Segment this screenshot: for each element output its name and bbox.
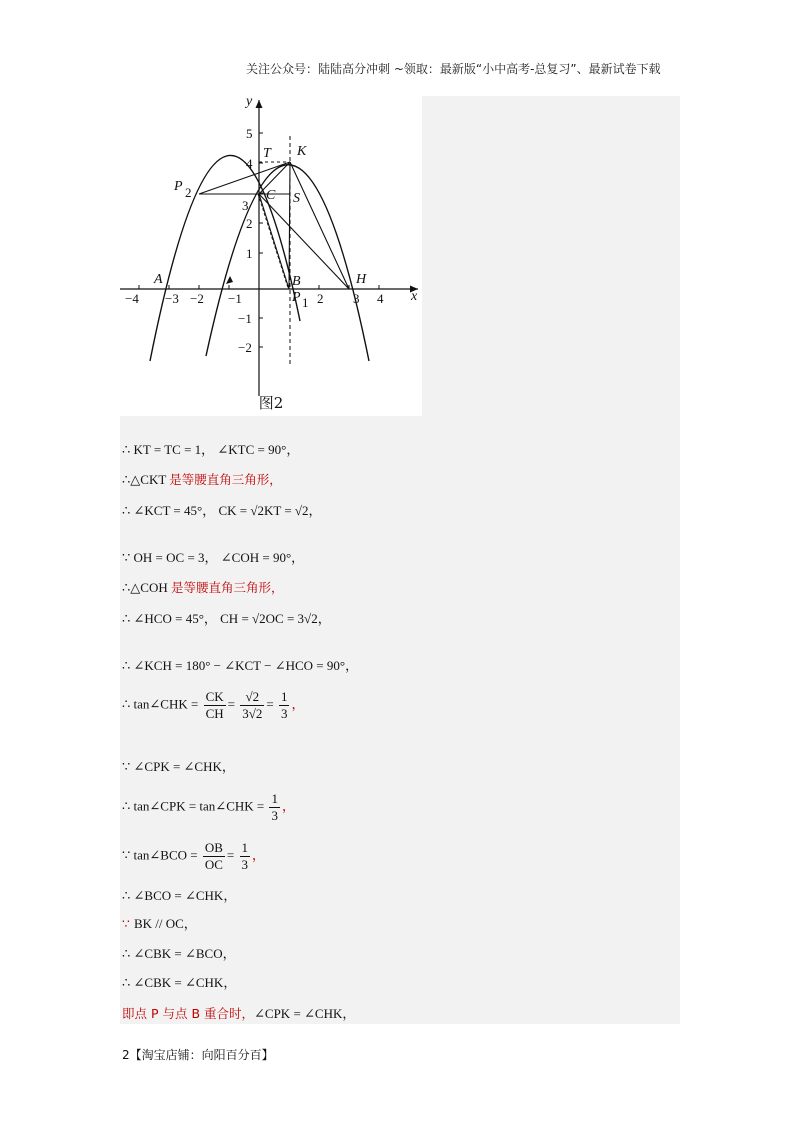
figure-2 bbox=[120, 96, 422, 416]
tick-x-neg3: −3 bbox=[165, 291, 179, 306]
solution-line-15: ∴ ∠CBK = ∠CHK， bbox=[122, 975, 237, 990]
point-b: B bbox=[292, 274, 301, 289]
line-2-text: 是等腰直角三角形， bbox=[169, 472, 282, 487]
point-p1: P bbox=[292, 290, 301, 305]
tick-y-1: 1 bbox=[246, 246, 253, 261]
page-footer: 2【淘宝店铺：向阳百分百】 bbox=[122, 1048, 274, 1062]
y-axis-arrow bbox=[256, 100, 263, 108]
fraction-ck-ch bbox=[204, 689, 226, 722]
label-x: x bbox=[411, 289, 418, 304]
parabola-left bbox=[150, 155, 300, 361]
point-t: T bbox=[263, 146, 271, 161]
parabola-diagram bbox=[120, 96, 422, 396]
point-h: H bbox=[356, 272, 367, 287]
frac-den: 3 bbox=[280, 706, 288, 721]
fraction-ob-oc bbox=[203, 840, 225, 873]
point-s: S bbox=[293, 191, 300, 206]
solution-line-14: ∴ ∠CBK = ∠BCO， bbox=[122, 946, 236, 961]
tick-y-3: 3 bbox=[242, 198, 249, 213]
label-y: y bbox=[246, 96, 253, 109]
tick-y-neg1: −1 bbox=[238, 311, 252, 326]
frac-num: CK bbox=[205, 689, 224, 704]
frac-den: 3 bbox=[271, 808, 278, 823]
line-13-because: ∵ bbox=[122, 916, 134, 931]
solution-line-13 bbox=[122, 915, 197, 933]
solution-line-4: ∵ OH = OC = 3， ∠COH = 90°， bbox=[122, 550, 305, 565]
solution-line-16 bbox=[122, 1005, 355, 1023]
page-header: 关注公众号：陆陆高分冲刺 ~领取：最新版“小中高考-总复习”、最新试卷下载 bbox=[246, 62, 661, 76]
tick-y-2: 2 bbox=[246, 216, 253, 231]
line-11-prefix: ∵ tan∠BCO = bbox=[122, 847, 198, 863]
point-p1-subscript: 1 bbox=[302, 295, 309, 310]
tick-y-4: 4 bbox=[246, 156, 253, 171]
curve-arrow bbox=[226, 276, 233, 284]
solution-line-12: ∴ ∠BCO = ∠CHK， bbox=[122, 888, 237, 903]
point-k: K bbox=[297, 144, 307, 159]
line-2-math: ∴△CKT bbox=[122, 472, 170, 487]
frac-num: OB bbox=[204, 840, 223, 855]
tick-x-4: 4 bbox=[377, 291, 384, 306]
line-8-prefix: ∴ tan∠CHK = bbox=[122, 696, 199, 712]
fraction-one-third bbox=[279, 689, 290, 722]
solution-line-6: ∴ ∠HCO = 45°， CH = √2OC = 3√2， bbox=[122, 611, 331, 626]
point-p2-subscript: 2 bbox=[185, 185, 192, 200]
tick-x-neg2: −2 bbox=[190, 291, 204, 306]
solution-line-9: ∵ ∠CPK = ∠CHK， bbox=[122, 759, 235, 774]
tick-x-neg4: −4 bbox=[125, 291, 139, 306]
solution-line-5 bbox=[122, 579, 283, 597]
frac-den: CH bbox=[205, 706, 224, 721]
frac-den: OC bbox=[204, 857, 223, 872]
tick-x-neg1: −1 bbox=[228, 291, 242, 306]
line-10-prefix: ∴ tan∠CPK = tan∠CHK = bbox=[122, 798, 265, 814]
line-13-math: BK // OC， bbox=[133, 916, 197, 931]
fraction-root2 bbox=[240, 689, 264, 722]
solution-line-11: ∵ tan∠BCO = $\frac{OB}{OC}$ = $\frac{1}{3}$ ， bbox=[122, 840, 266, 872]
solution-line-8: ∴ tan∠CHK = $\frac{CK}{CH}$ = $\frac{√2}{3√2}$ = $\frac{1}{3}$ ， bbox=[122, 689, 305, 721]
frac-num: 1 bbox=[241, 840, 249, 855]
frac-num: √2 bbox=[240, 689, 264, 706]
tick-x-3: 3 bbox=[353, 291, 360, 306]
fraction-one-third-c bbox=[240, 840, 251, 873]
solution-line-10: ∴ tan∠CPK = tan∠CHK = $\frac{1}{3}$ ， bbox=[122, 791, 295, 823]
point-a: A bbox=[154, 272, 163, 287]
solution-line-1: ∴ KT = TC = 1， ∠KTC = 90°， bbox=[122, 442, 300, 457]
line-16-math: ∠CPK = ∠CHK， bbox=[254, 1006, 356, 1021]
solution-line-2 bbox=[122, 471, 282, 489]
solution-line-7: ∴ ∠KCH = 180° − ∠KCT − ∠HCO = 90°， bbox=[122, 658, 359, 673]
line-5-text: 是等腰直角三角形， bbox=[170, 580, 284, 595]
solution-line-3: ∴ ∠KCT = 45°， CK = √2KT = √2， bbox=[122, 503, 322, 518]
line-16-text: 即点 P 与点 B 重合时， bbox=[122, 1006, 255, 1021]
frac-num: 1 bbox=[271, 791, 278, 806]
fraction-one-third-b bbox=[269, 791, 280, 824]
point-c: C bbox=[266, 188, 276, 203]
line-5-math: ∴△COH bbox=[122, 580, 171, 595]
point-p2: P bbox=[174, 179, 183, 194]
tick-x-2: 2 bbox=[317, 291, 324, 306]
tick-y-5: 5 bbox=[246, 126, 253, 141]
frac-num: 1 bbox=[280, 689, 288, 704]
frac-den: 3 bbox=[241, 857, 249, 872]
frac-den: 3√2 bbox=[242, 706, 263, 721]
tick-y-neg2: −2 bbox=[238, 340, 252, 355]
figure-caption: 图2 bbox=[258, 394, 284, 412]
